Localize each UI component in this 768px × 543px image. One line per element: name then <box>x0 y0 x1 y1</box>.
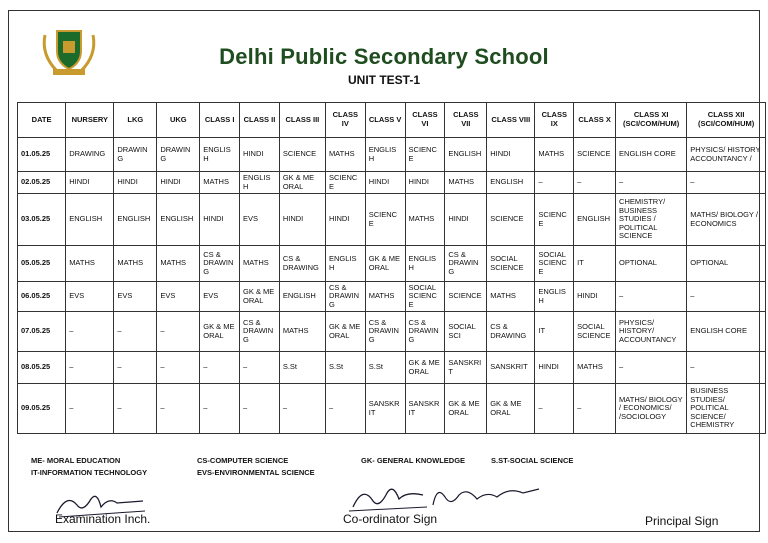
subject-cell: PHYSICS/ HISTORY ACCOUNTANCY / <box>687 138 766 172</box>
subject-cell: HINDI <box>240 138 280 172</box>
subject-cell: EVS <box>200 282 240 312</box>
legend-gk: GK- GENERAL KNOWLEDGE <box>361 456 466 465</box>
column-header: CLASS IV <box>325 103 365 138</box>
legend-me: ME- MORAL EDUCATION <box>31 456 121 465</box>
subject-cell: – <box>325 384 365 434</box>
table-row <box>18 172 766 194</box>
subject-cell: SCIENCE <box>279 138 325 172</box>
subject-cell: ENGLISH <box>487 172 535 194</box>
subject-cell: HINDI <box>200 194 240 246</box>
date-cell: 02.05.25 <box>18 172 66 194</box>
subject-cell: ENGLISH <box>535 282 574 312</box>
subject-cell: S.St <box>279 352 325 384</box>
subject-cell: SCIENCE <box>487 194 535 246</box>
subject-cell: – <box>66 352 114 384</box>
subject-cell: OPTIONAL <box>687 246 766 282</box>
column-header: CLASS XII (SCI/COM/HUM) <box>687 103 766 138</box>
subject-cell: MATHS <box>240 246 280 282</box>
subject-cell: ENGLISH <box>405 246 445 282</box>
legend-col-2 <box>197 455 315 479</box>
subject-cell: – <box>687 352 766 384</box>
subject-cell: DRAWING <box>66 138 114 172</box>
subject-cell: – <box>157 312 200 352</box>
subject-cell: – <box>574 384 616 434</box>
subject-cell: ENGLISH <box>114 194 157 246</box>
subject-cell: – <box>616 172 687 194</box>
column-header: LKG <box>114 103 157 138</box>
subject-cell: EVS <box>66 282 114 312</box>
subject-cell: HINDI <box>405 172 445 194</box>
subject-cell: – <box>687 172 766 194</box>
subject-cell: SCIENCE <box>535 194 574 246</box>
table-row <box>18 246 766 282</box>
subject-cell: EVS <box>240 194 280 246</box>
subject-cell: ENGLISH <box>574 194 616 246</box>
subject-cell: S.St <box>365 352 405 384</box>
legend-it: IT-INFORMATION TECHNOLOGY <box>31 468 148 477</box>
date-cell: 06.05.25 <box>18 282 66 312</box>
subject-cell: CS & DRAWING <box>365 312 405 352</box>
subject-cell: GK & ME ORAL <box>240 282 280 312</box>
subject-cell: HINDI <box>487 138 535 172</box>
table-header-row <box>18 103 766 138</box>
subject-cell: HINDI <box>157 172 200 194</box>
subject-cell: ENGLISH <box>279 282 325 312</box>
subject-cell: HINDI <box>535 352 574 384</box>
subject-cell: – <box>200 352 240 384</box>
subject-cell: – <box>114 312 157 352</box>
subject-cell: MATHS <box>487 282 535 312</box>
legend-col-3 <box>361 455 465 467</box>
subject-cell: – <box>114 384 157 434</box>
exam-incharge-label: Examination Inch. <box>55 512 151 526</box>
subject-cell: – <box>200 384 240 434</box>
subject-cell: EVS <box>114 282 157 312</box>
subject-cell: CS & DRAWING <box>279 246 325 282</box>
subject-cell: EVS <box>157 282 200 312</box>
subject-cell: CS & DRAWING <box>445 246 487 282</box>
table-row <box>18 282 766 312</box>
column-header: CLASS VII <box>445 103 487 138</box>
coordinator-signature <box>347 477 547 517</box>
subject-cell: SCIENCE <box>325 172 365 194</box>
subject-cell: – <box>535 384 574 434</box>
subject-cell: HINDI <box>365 172 405 194</box>
subject-cell: CS & DRAWING <box>405 312 445 352</box>
subject-cell: GK & ME ORAL <box>279 172 325 194</box>
column-header: CLASS VI <box>405 103 445 138</box>
column-header: CLASS XI (SCI/COM/HUM) <box>616 103 687 138</box>
subject-cell: – <box>66 384 114 434</box>
subject-cell: – <box>157 384 200 434</box>
table-row <box>18 138 766 172</box>
subject-cell: SCIENCE <box>365 194 405 246</box>
subject-cell: IT <box>535 312 574 352</box>
table-row <box>18 352 766 384</box>
subject-cell: – <box>574 172 616 194</box>
column-header: CLASS IX <box>535 103 574 138</box>
timetable-sheet <box>8 10 760 532</box>
subject-cell: MATHS <box>325 138 365 172</box>
subject-cell: GK & ME ORAL <box>445 384 487 434</box>
table-row <box>18 312 766 352</box>
legend-col-4 <box>491 455 573 467</box>
subject-cell: HINDI <box>114 172 157 194</box>
date-cell: 08.05.25 <box>18 352 66 384</box>
subject-cell: MATHS <box>445 172 487 194</box>
subject-cell: ENGLISH <box>240 172 280 194</box>
legend-evs: EVS-ENVIRONMENTAL SCIENCE <box>197 468 315 477</box>
subject-cell: S.St <box>325 352 365 384</box>
subject-cell: SCIENCE <box>574 138 616 172</box>
subject-cell: CS & DRAWING <box>325 282 365 312</box>
table-row <box>18 384 766 434</box>
subject-cell: MATHS/ BIOLOGY / ECONOMICS <box>687 194 766 246</box>
subject-cell: OPTIONAL <box>616 246 687 282</box>
subject-cell: CHEMISTRY/ BUSINESS STUDIES / POLITICAL SCIENCE <box>616 194 687 246</box>
subject-cell: – <box>114 352 157 384</box>
date-cell: 07.05.25 <box>18 312 66 352</box>
column-header: NURSERY <box>66 103 114 138</box>
subject-cell: – <box>240 384 280 434</box>
subject-cell: BUSINESS STUDIES/ POLITICAL SCIENCE/ CHEMISTRY <box>687 384 766 434</box>
subject-cell: SOCIAL SCIENCE <box>405 282 445 312</box>
subject-cell: GK & ME ORAL <box>487 384 535 434</box>
column-header: DATE <box>18 103 66 138</box>
subject-cell: ENGLISH <box>157 194 200 246</box>
school-name: Delhi Public Secondary School <box>219 44 549 69</box>
subject-cell: – <box>616 282 687 312</box>
column-header: CLASS X <box>574 103 616 138</box>
subject-cell: – <box>279 384 325 434</box>
date-cell: 01.05.25 <box>18 138 66 172</box>
subject-cell: SOCIAL SCIENCE <box>574 312 616 352</box>
subject-cell: ENGLISH CORE <box>616 138 687 172</box>
subject-cell: MATHS <box>157 246 200 282</box>
subject-cell: HINDI <box>66 172 114 194</box>
subject-cell: SOCIAL SCIENCE <box>487 246 535 282</box>
subject-cell: GK & ME ORAL <box>365 246 405 282</box>
subject-cell: MATHS <box>405 194 445 246</box>
coordinator-label: Co-ordinator Sign <box>343 512 438 526</box>
principal-label: Principal Sign <box>645 514 719 528</box>
subject-cell: ENGLISH <box>365 138 405 172</box>
subject-cell: MATHS/ BIOLOGY / ECONOMICS/ /SOCIOLOGY <box>616 384 687 434</box>
legend-cs: CS-COMPUTER SCIENCE <box>197 456 289 465</box>
column-header: CLASS VIII <box>487 103 535 138</box>
subject-cell: MATHS <box>535 138 574 172</box>
column-header: CLASS III <box>279 103 325 138</box>
subject-cell: – <box>687 282 766 312</box>
legend-sst: S.ST-SOCIAL SCIENCE <box>491 456 574 465</box>
subject-cell: MATHS <box>279 312 325 352</box>
subject-cell: – <box>157 352 200 384</box>
exam-timetable <box>17 102 766 434</box>
subject-cell: DRAWING <box>114 138 157 172</box>
subject-cell: MATHS <box>66 246 114 282</box>
subject-cell: GK & ME ORAL <box>200 312 240 352</box>
subject-cell: HINDI <box>325 194 365 246</box>
subject-cell: SANSKRIT <box>405 384 445 434</box>
subject-cell: CS & DRAWING <box>200 246 240 282</box>
subject-cell: GK & ME ORAL <box>325 312 365 352</box>
subject-cell: HINDI <box>574 282 616 312</box>
subject-cell: SOCIAL SCI <box>445 312 487 352</box>
subject-cell: SANSKRIT <box>487 352 535 384</box>
column-header: CLASS V <box>365 103 405 138</box>
subject-cell: HINDI <box>445 194 487 246</box>
subject-cell: – <box>535 172 574 194</box>
subject-cell: PHYSICS/ HISTORY/ ACCOUNTANCY <box>616 312 687 352</box>
subject-cell: MATHS <box>114 246 157 282</box>
subject-cell: CS & DRAWING <box>240 312 280 352</box>
subject-cell: SANSKRIT <box>445 352 487 384</box>
subject-cell: DRAWING <box>157 138 200 172</box>
legend-col-1 <box>31 455 147 479</box>
column-header: CLASS I <box>200 103 240 138</box>
date-cell: 05.05.25 <box>18 246 66 282</box>
subject-cell: MATHS <box>365 282 405 312</box>
table-row <box>18 194 766 246</box>
subject-cell: ENGLISH <box>66 194 114 246</box>
subject-cell: SCIENCE <box>445 282 487 312</box>
subject-cell: CS & DRAWING <box>487 312 535 352</box>
subject-cell: MATHS <box>200 172 240 194</box>
subject-cell: – <box>240 352 280 384</box>
subject-cell: SCIENCE <box>405 138 445 172</box>
subject-cell: – <box>616 352 687 384</box>
column-header: UKG <box>157 103 200 138</box>
subject-cell: GK & ME ORAL <box>405 352 445 384</box>
subject-cell: HINDI <box>279 194 325 246</box>
column-header: CLASS II <box>240 103 280 138</box>
subject-cell: MATHS <box>574 352 616 384</box>
subject-cell: ENGLISH <box>325 246 365 282</box>
date-cell: 09.05.25 <box>18 384 66 434</box>
test-title: UNIT TEST-1 <box>347 73 420 87</box>
date-cell: 03.05.25 <box>18 194 66 246</box>
subject-cell: ENGLISH CORE <box>687 312 766 352</box>
subject-cell: SOCIAL SCIENCE <box>535 246 574 282</box>
subject-cell: – <box>66 312 114 352</box>
subject-cell: SANSKRIT <box>365 384 405 434</box>
subject-cell: ENGLISH <box>200 138 240 172</box>
subject-cell: ENGLISH <box>445 138 487 172</box>
subject-cell: IT <box>574 246 616 282</box>
